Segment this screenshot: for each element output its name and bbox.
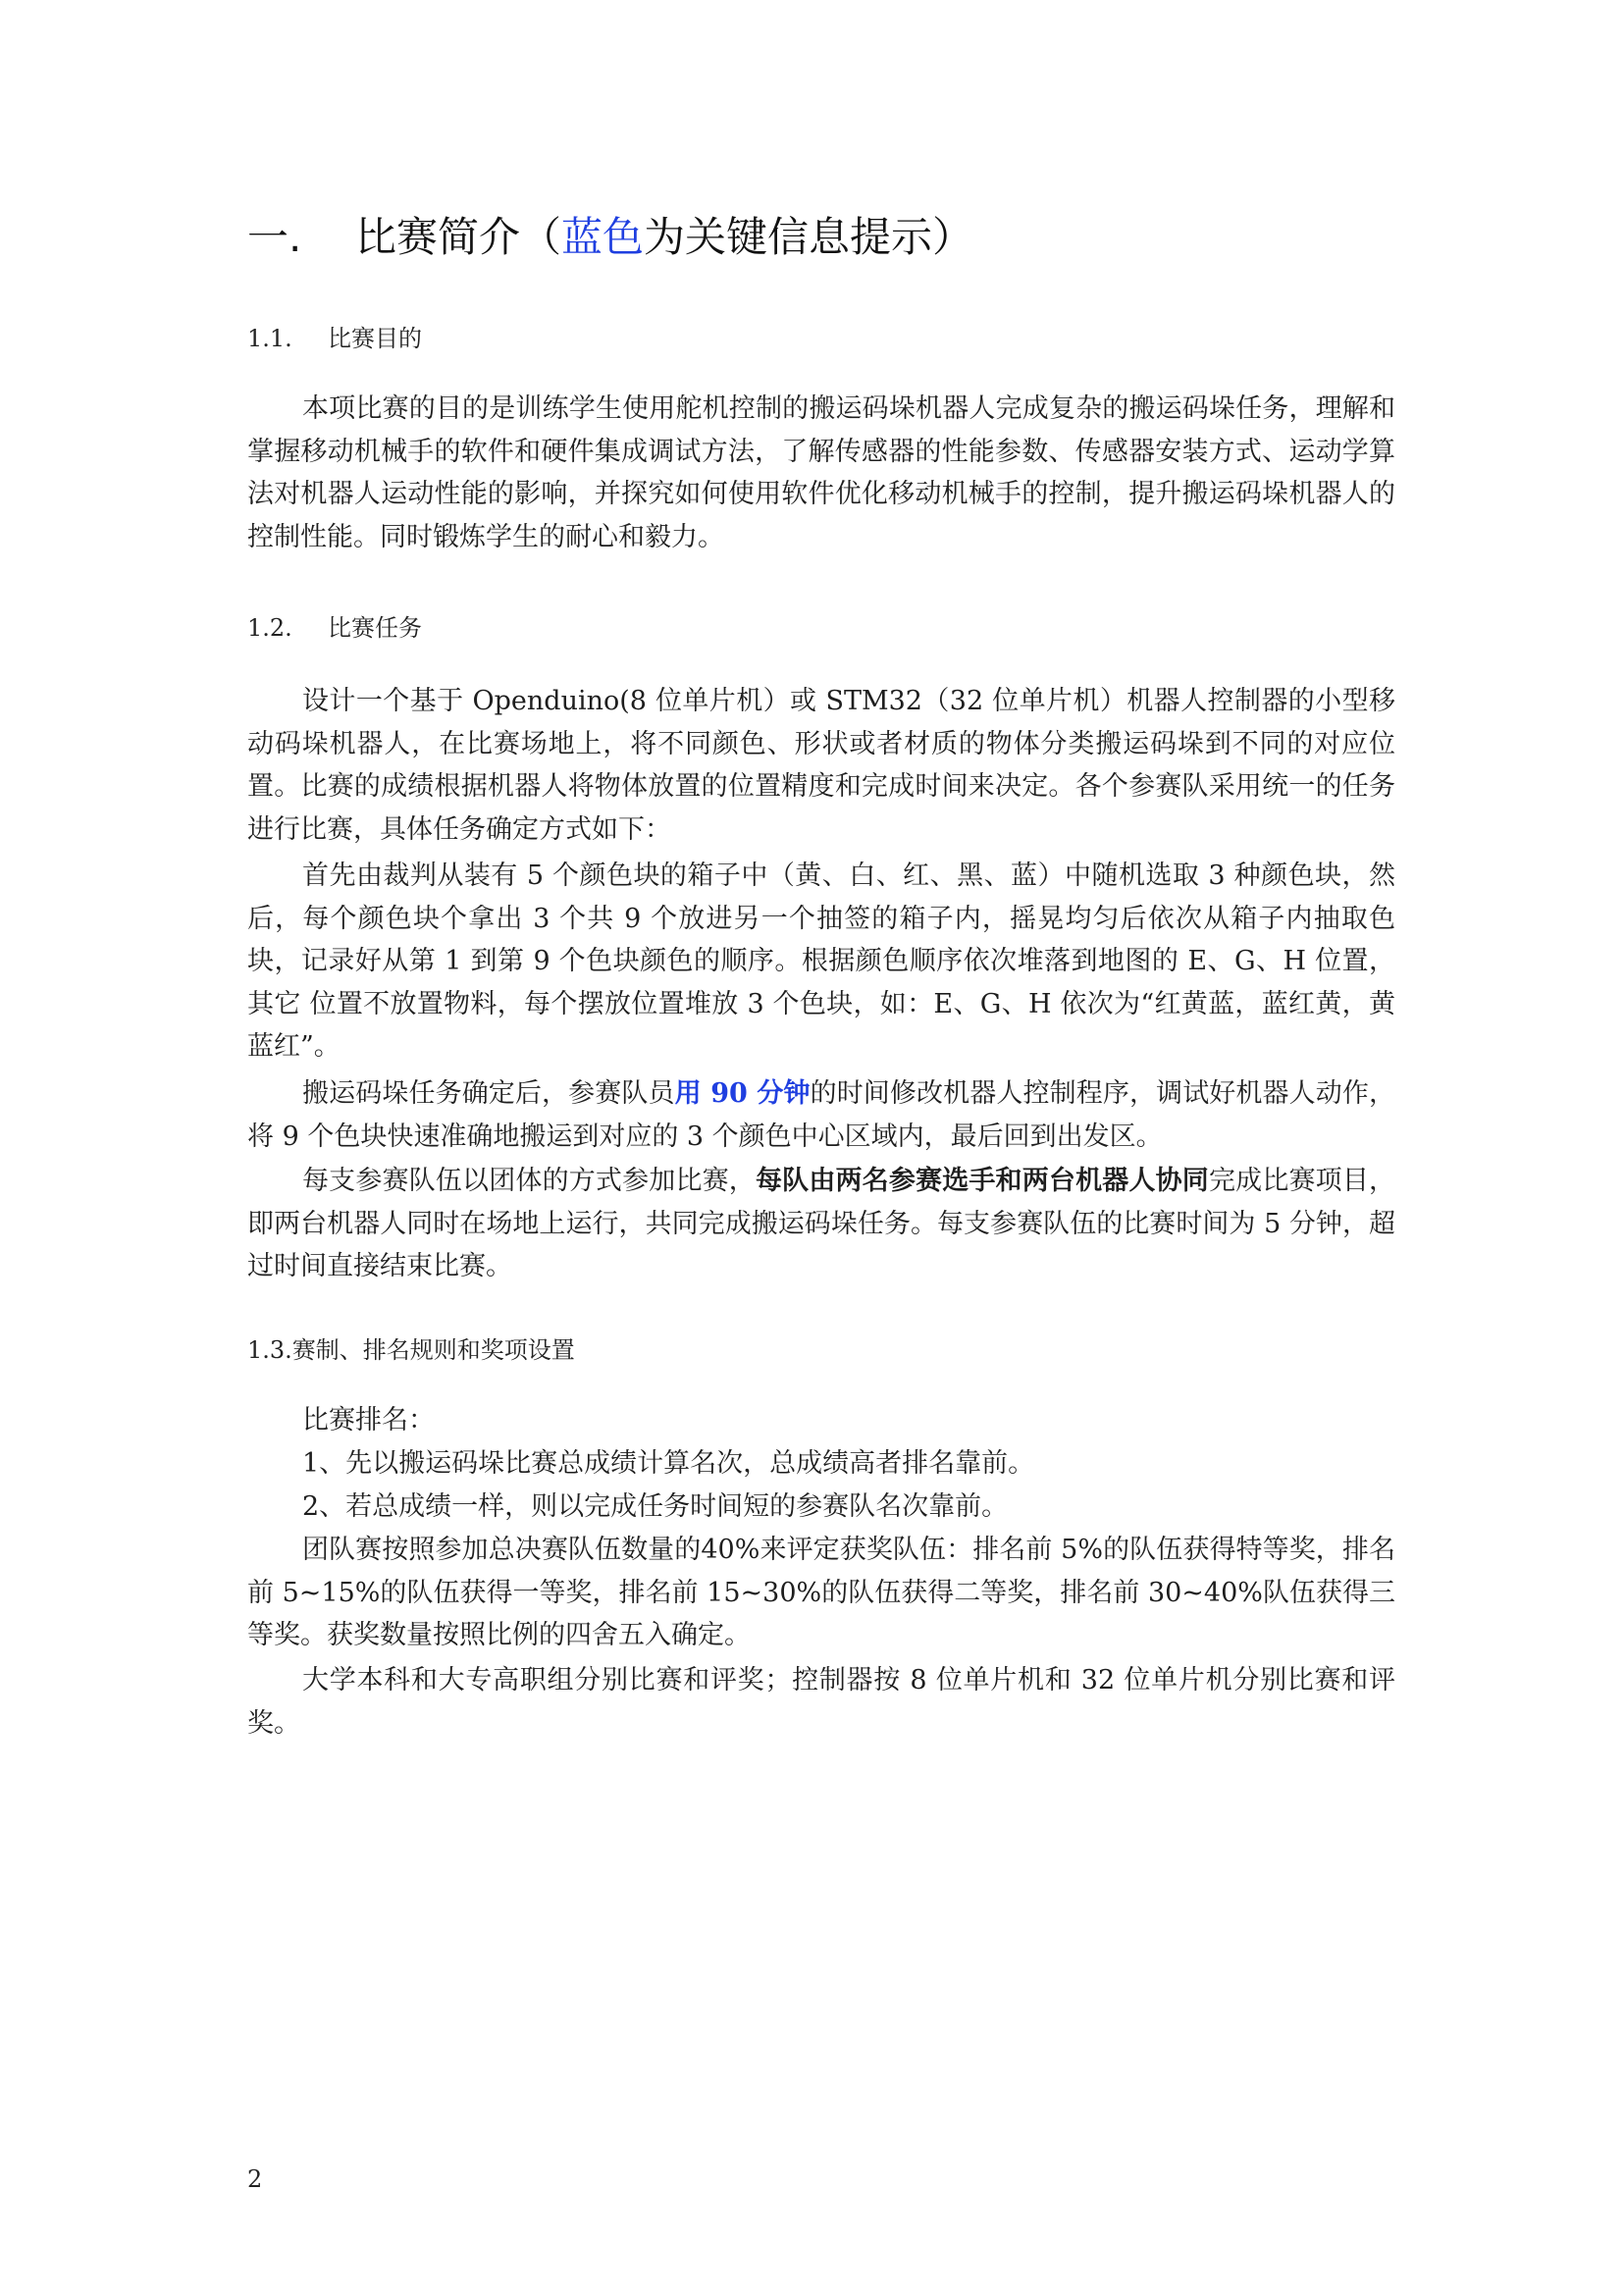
subsection-number: 1.2.	[247, 614, 292, 642]
subsection-title: 比赛任务	[328, 614, 422, 642]
subsection-heading-1-2	[247, 610, 422, 646]
ranking-rule-1: 1、先以搬运码垛比赛总成绩计算名次，总成绩高者排名靠前。	[302, 1448, 1035, 1479]
heading-title-post: 为关键信息提示）	[644, 213, 974, 261]
groups-paragraph: 大学本科和大专高职组分别比赛和评奖；控制器按 8 位单片机和 32 位单片机分别比赛和评奖。	[247, 1665, 1395, 1739]
task-paragraph-3	[247, 1072, 1395, 1158]
page-number: 2	[247, 2165, 263, 2193]
subsection-title: 比赛目的	[328, 325, 422, 352]
task-p4-bold: 每队由两名参赛选手和两台机器人协同	[755, 1166, 1209, 1196]
heading-title-pre: 比赛简介（	[355, 213, 562, 261]
task-p3-highlight: 用 90 分钟	[674, 1078, 811, 1109]
subsection-number: 1.1.	[247, 325, 292, 352]
awards-paragraph: 团队赛按照参加总决赛队伍数量的40%来评定获奖队伍：排名前 5%的队伍获得特等奖，排名前 5~15%的队伍获得一等奖，排名前 15~30%的队伍获得二等奖，排名前 30~40%队伍获得三等奖。获奖数量按照比例的四舍五入确定。	[247, 1535, 1395, 1650]
heading-number: 一.	[247, 213, 302, 261]
task-p4-pre: 每支参赛队伍以团体的方式参加比赛，	[302, 1166, 756, 1196]
task-paragraph-4	[247, 1160, 1395, 1288]
subsection-heading-1-1	[247, 321, 422, 356]
task-p3-pre: 搬运码垛任务确定后，参赛队员	[302, 1078, 675, 1109]
section-heading	[247, 208, 973, 267]
task-paragraph-2: 首先由裁判从装有 5 个颜色块的箱子中（黄、白、红、黑、蓝）中随机选取 3 种颜色块，然后，每个颜色块个拿出 3 个共 9 个放进另一个抽签的箱子内，摇晃均匀后依次从箱子内抽取色块，记录好从第 1 到第 9 个色块颜色的顺序。根据颜色顺序依次堆落到地图的 E、G、H 位置，其它 位置不放置物料，每个摆放位置堆放 3 个色块，如：E、G、H 依次为“红黄蓝，蓝红黄，黄蓝红”。	[247, 861, 1395, 1062]
subsection-heading-1-3	[247, 1332, 575, 1368]
ranking-rule-2: 2、若总成绩一样，则以完成任务时间短的参赛队名次靠前。	[302, 1491, 1009, 1522]
task-paragraph-1: 设计一个基于 Openduino(8 位单片机）或 STM32（32 位单片机）机器人控制器的小型移动码垛机器人，在比赛场地上，将不同颜色、形状或者材质的物体分类搬运码垛到不同的对应位置。比赛的成绩根据机器人将物体放置的位置精度和完成时间来决定。各个参赛队采用统一的任务进行比赛，具体任务确定方式如下：	[247, 686, 1395, 845]
ranking-title: 比赛排名：	[302, 1405, 435, 1435]
subsection-title: 1.3.赛制、排名规则和奖项设置	[247, 1336, 575, 1364]
purpose-paragraph: 本项比赛的目的是训练学生使用舵机控制的搬运码垛机器人完成复杂的搬运码垛任务，理解和掌握移动机械手的软件和硬件集成调试方法，了解传感器的性能参数、传感器安装方式、运动学算法对机器人运动性能的影响，并探究如何使用软件优化移动机械手的控制，提升搬运码垛机器人的控制性能。同时锻炼学生的耐心和毅力。	[247, 393, 1395, 552]
heading-title-highlight: 蓝色	[561, 213, 645, 261]
task-p3-post: 的时间修改机器人控制程序，调试好机器人动作，将 9 个色块快速准确地搬运到对应的 3 个颜色中心区域内，最后回到出发区。	[247, 1078, 1396, 1152]
task-p4-post: 完成比赛项目，即两台机器人同时在场地上运行，共同完成搬运码垛任务。每支参赛队伍的比赛时间为 5 分钟，超过时间直接结束比赛。	[247, 1166, 1396, 1281]
